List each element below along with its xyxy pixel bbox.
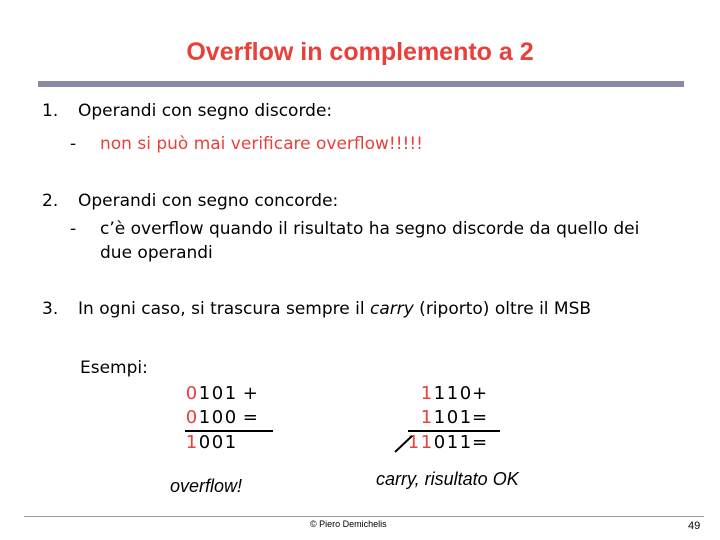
ex2-r2-d1: 1: [433, 407, 446, 428]
ex2-r1-d2: 1: [446, 383, 459, 404]
example-1-row-3: [185, 432, 237, 453]
footer-divider: [24, 516, 704, 517]
ex1-r1-d1: 1: [198, 383, 211, 404]
item-1-text: Operandi con segno discorde:: [78, 101, 333, 121]
ex1-r2-op: =: [242, 407, 258, 428]
ex2-r2-d3: 1: [459, 407, 472, 428]
example-1-note: overflow!: [170, 476, 243, 496]
example-1-row-2: [185, 407, 256, 428]
item-3-number: 3.: [42, 299, 59, 319]
ex1-r3-d3: 1: [224, 432, 237, 453]
item-3-text: [78, 299, 591, 319]
ex2-r3-d3: 1: [459, 432, 472, 453]
item-1-number: 1.: [42, 101, 59, 121]
ex1-r3-msb: 1: [185, 432, 198, 453]
item-3-text-pre: In ogni caso, si trascura sempre il: [78, 299, 370, 319]
item-2-sub-dash: -: [70, 219, 77, 239]
example-2-row-2: [420, 407, 488, 428]
ex2-r1-d1: 1: [433, 383, 446, 404]
footer-copyright: © Piero Demichelis: [310, 519, 387, 529]
ex2-r3-carry: 1: [407, 432, 420, 453]
page-number: 49: [688, 520, 701, 532]
example-1-row-1: [185, 383, 256, 404]
item-3-text-post: (riporto) oltre il MSB: [413, 299, 592, 319]
ex1-r2-msb: 0: [185, 407, 198, 428]
ex2-r2-op: =: [472, 407, 488, 428]
ex2-r3-op: =: [472, 432, 488, 453]
ex1-r2-d2: 0: [211, 407, 224, 428]
slide-title: Overflow in complemento a 2: [186, 38, 534, 66]
ex1-r1-msb: 0: [185, 383, 198, 404]
ex2-r3-d2: 1: [446, 432, 459, 453]
example-2-row-3: [407, 432, 488, 453]
item-2-sub-line-2: due operandi: [100, 243, 213, 263]
ex1-r2-d1: 1: [198, 407, 211, 428]
ex2-r2-msb: 1: [420, 407, 433, 428]
ex1-r2-d3: 0: [224, 407, 237, 428]
ex1-r1-op: +: [242, 383, 258, 404]
item-2-number: 2.: [42, 191, 59, 211]
ex1-r1-d3: 1: [224, 383, 237, 404]
examples-label: Esempi:: [80, 358, 148, 378]
ex2-r3-msb: 1: [420, 432, 433, 453]
item-3-text-em: carry: [369, 299, 414, 319]
item-1-sub-text: non si può mai verificare overflow!!!!!: [100, 134, 423, 154]
ex2-r1-op: +: [472, 383, 488, 404]
ex2-r2-d2: 0: [446, 407, 459, 428]
carry-strike-mark: [392, 432, 416, 456]
ex2-r1-msb: 1: [420, 383, 433, 404]
ex1-r3-d2: 0: [211, 432, 224, 453]
ex1-r1-d2: 0: [211, 383, 224, 404]
item-2-text: Operandi con segno concorde:: [78, 191, 339, 211]
example-2-row-1: [420, 383, 488, 404]
title-divider: [38, 81, 684, 87]
item-1-sub-dash: -: [70, 134, 77, 154]
item-2-sub-line-1: c’è overflow quando il risultato ha segno discorde da quello dei: [100, 219, 640, 239]
example-2-note: carry, risultato OK: [376, 469, 519, 489]
ex2-r3-d1: 0: [433, 432, 446, 453]
ex1-r3-d1: 0: [198, 432, 211, 453]
ex2-r1-d3: 0: [459, 383, 472, 404]
